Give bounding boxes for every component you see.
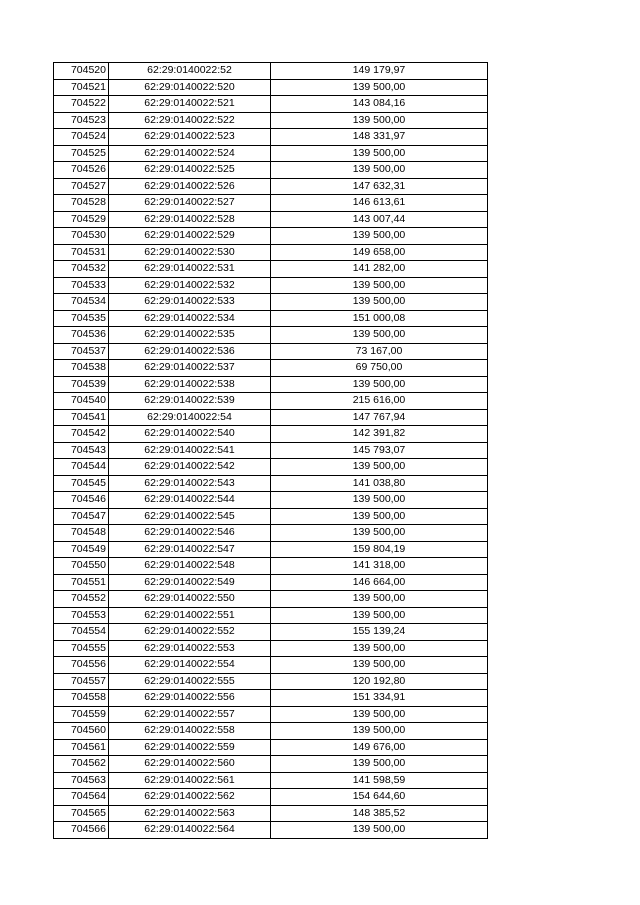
row-id-cell: 704532: [54, 261, 109, 278]
table-row: [54, 79, 488, 96]
value-cell: 139 500,00: [271, 756, 488, 773]
row-id-cell: 704523: [54, 112, 109, 129]
cadastral-number-cell: 62:29:0140022:563: [109, 805, 271, 822]
cadastral-number-cell: 62:29:0140022:527: [109, 195, 271, 212]
table-row: [54, 409, 488, 426]
table-row: [54, 162, 488, 179]
table-row: [54, 112, 488, 129]
cadastral-number-cell: 62:29:0140022:555: [109, 673, 271, 690]
table-row: [54, 343, 488, 360]
row-id-cell: 704528: [54, 195, 109, 212]
cadastral-number-cell: 62:29:0140022:538: [109, 376, 271, 393]
row-id-cell: 704549: [54, 541, 109, 558]
value-cell: 139 500,00: [271, 525, 488, 542]
table-row: [54, 294, 488, 311]
cadastral-number-cell: 62:29:0140022:533: [109, 294, 271, 311]
cadastral-number-cell: 62:29:0140022:542: [109, 459, 271, 476]
value-cell: 139 500,00: [271, 376, 488, 393]
cadastral-number-cell: 62:29:0140022:539: [109, 393, 271, 410]
row-id-cell: 704538: [54, 360, 109, 377]
table-row: [54, 558, 488, 575]
value-cell: 139 500,00: [271, 228, 488, 245]
value-cell: 139 500,00: [271, 706, 488, 723]
value-cell: 139 500,00: [271, 822, 488, 839]
table-row: [54, 525, 488, 542]
table-row: [54, 178, 488, 195]
row-id-cell: 704535: [54, 310, 109, 327]
value-cell: 139 500,00: [271, 640, 488, 657]
row-id-cell: 704520: [54, 63, 109, 80]
row-id-cell: 704521: [54, 79, 109, 96]
table-row: [54, 805, 488, 822]
cadastral-number-cell: 62:29:0140022:541: [109, 442, 271, 459]
row-id-cell: 704541: [54, 409, 109, 426]
row-id-cell: 704544: [54, 459, 109, 476]
table-body: [54, 63, 488, 839]
value-cell: 148 331,97: [271, 129, 488, 146]
cadastral-number-cell: 62:29:0140022:550: [109, 591, 271, 608]
table-row: [54, 195, 488, 212]
cadastral-number-cell: 62:29:0140022:535: [109, 327, 271, 344]
cadastral-number-cell: 62:29:0140022:546: [109, 525, 271, 542]
table-row: [54, 261, 488, 278]
value-cell: 69 750,00: [271, 360, 488, 377]
table-row: [54, 772, 488, 789]
cadastral-number-cell: 62:29:0140022:54: [109, 409, 271, 426]
table-row: [54, 96, 488, 113]
value-cell: 139 500,00: [271, 508, 488, 525]
cadastral-number-cell: 62:29:0140022:548: [109, 558, 271, 575]
row-id-cell: 704539: [54, 376, 109, 393]
row-id-cell: 704531: [54, 244, 109, 261]
table-row: [54, 541, 488, 558]
table-row: [54, 376, 488, 393]
cadastral-number-cell: 62:29:0140022:537: [109, 360, 271, 377]
table-row: [54, 277, 488, 294]
row-id-cell: 704522: [54, 96, 109, 113]
cadastral-number-cell: 62:29:0140022:526: [109, 178, 271, 195]
row-id-cell: 704551: [54, 574, 109, 591]
row-id-cell: 704540: [54, 393, 109, 410]
row-id-cell: 704534: [54, 294, 109, 311]
table-row: [54, 640, 488, 657]
cadastral-number-cell: 62:29:0140022:536: [109, 343, 271, 360]
value-cell: 151 000,08: [271, 310, 488, 327]
value-cell: 139 500,00: [271, 277, 488, 294]
value-cell: 151 334,91: [271, 690, 488, 707]
value-cell: 139 500,00: [271, 723, 488, 740]
cadastral-number-cell: 62:29:0140022:562: [109, 789, 271, 806]
row-id-cell: 704536: [54, 327, 109, 344]
cadastral-number-cell: 62:29:0140022:549: [109, 574, 271, 591]
cadastral-number-cell: 62:29:0140022:532: [109, 277, 271, 294]
table-row: [54, 244, 488, 261]
cadastral-number-cell: 62:29:0140022:530: [109, 244, 271, 261]
cadastral-number-cell: 62:29:0140022:534: [109, 310, 271, 327]
table-row: [54, 706, 488, 723]
table-row: [54, 657, 488, 674]
table-row: [54, 508, 488, 525]
cadastral-number-cell: 62:29:0140022:561: [109, 772, 271, 789]
table-row: [54, 211, 488, 228]
row-id-cell: 704560: [54, 723, 109, 740]
value-cell: 141 318,00: [271, 558, 488, 575]
value-cell: 139 500,00: [271, 492, 488, 509]
row-id-cell: 704527: [54, 178, 109, 195]
table-row: [54, 723, 488, 740]
cadastral-number-cell: 62:29:0140022:525: [109, 162, 271, 179]
value-cell: 148 385,52: [271, 805, 488, 822]
row-id-cell: 704543: [54, 442, 109, 459]
row-id-cell: 704553: [54, 607, 109, 624]
value-cell: 141 038,80: [271, 475, 488, 492]
table-row: [54, 739, 488, 756]
row-id-cell: 704526: [54, 162, 109, 179]
row-id-cell: 704561: [54, 739, 109, 756]
table-row: [54, 624, 488, 641]
cadastral-number-cell: 62:29:0140022:564: [109, 822, 271, 839]
cadastral-number-cell: 62:29:0140022:529: [109, 228, 271, 245]
cadastral-number-cell: 62:29:0140022:553: [109, 640, 271, 657]
row-id-cell: 704537: [54, 343, 109, 360]
table-row: [54, 393, 488, 410]
table-row: [54, 475, 488, 492]
value-cell: 139 500,00: [271, 459, 488, 476]
table-row: [54, 690, 488, 707]
row-id-cell: 704564: [54, 789, 109, 806]
cadastral-number-cell: 62:29:0140022:551: [109, 607, 271, 624]
row-id-cell: 704533: [54, 277, 109, 294]
table-row: [54, 145, 488, 162]
value-cell: 141 598,59: [271, 772, 488, 789]
cadastral-number-cell: 62:29:0140022:522: [109, 112, 271, 129]
row-id-cell: 704554: [54, 624, 109, 641]
cadastral-number-cell: 62:29:0140022:545: [109, 508, 271, 525]
value-cell: 155 139,24: [271, 624, 488, 641]
value-cell: 139 500,00: [271, 145, 488, 162]
cadastral-number-cell: 62:29:0140022:523: [109, 129, 271, 146]
table-row: [54, 591, 488, 608]
row-id-cell: 704550: [54, 558, 109, 575]
value-cell: 139 500,00: [271, 162, 488, 179]
cadastral-number-cell: 62:29:0140022:544: [109, 492, 271, 509]
row-id-cell: 704555: [54, 640, 109, 657]
value-cell: 139 500,00: [271, 112, 488, 129]
row-id-cell: 704547: [54, 508, 109, 525]
row-id-cell: 704524: [54, 129, 109, 146]
row-id-cell: 704566: [54, 822, 109, 839]
table-row: [54, 63, 488, 80]
row-id-cell: 704552: [54, 591, 109, 608]
cadastral-number-cell: 62:29:0140022:552: [109, 624, 271, 641]
table-row: [54, 492, 488, 509]
cadastral-number-cell: 62:29:0140022:540: [109, 426, 271, 443]
table-row: [54, 607, 488, 624]
value-cell: 149 676,00: [271, 739, 488, 756]
table-row: [54, 822, 488, 839]
value-cell: 146 664,00: [271, 574, 488, 591]
value-cell: 143 084,16: [271, 96, 488, 113]
value-cell: 141 282,00: [271, 261, 488, 278]
row-id-cell: 704546: [54, 492, 109, 509]
cadastral-number-cell: 62:29:0140022:531: [109, 261, 271, 278]
document-page: [53, 62, 488, 839]
table-row: [54, 360, 488, 377]
table-row: [54, 228, 488, 245]
value-cell: 159 804,19: [271, 541, 488, 558]
value-cell: 215 616,00: [271, 393, 488, 410]
cadastral-number-cell: 62:29:0140022:559: [109, 739, 271, 756]
row-id-cell: 704557: [54, 673, 109, 690]
table-row: [54, 673, 488, 690]
value-cell: 147 632,31: [271, 178, 488, 195]
value-cell: 145 793,07: [271, 442, 488, 459]
value-cell: 139 500,00: [271, 607, 488, 624]
row-id-cell: 704529: [54, 211, 109, 228]
value-cell: 139 500,00: [271, 591, 488, 608]
table-row: [54, 310, 488, 327]
cadastral-number-cell: 62:29:0140022:520: [109, 79, 271, 96]
row-id-cell: 704559: [54, 706, 109, 723]
row-id-cell: 704548: [54, 525, 109, 542]
cadastral-number-cell: 62:29:0140022:543: [109, 475, 271, 492]
cadastral-number-cell: 62:29:0140022:521: [109, 96, 271, 113]
row-id-cell: 704563: [54, 772, 109, 789]
cadastral-number-cell: 62:29:0140022:556: [109, 690, 271, 707]
cadastral-number-cell: 62:29:0140022:547: [109, 541, 271, 558]
table-row: [54, 327, 488, 344]
value-cell: 149 179,97: [271, 63, 488, 80]
row-id-cell: 704530: [54, 228, 109, 245]
value-cell: 147 767,94: [271, 409, 488, 426]
value-cell: 120 192,80: [271, 673, 488, 690]
value-cell: 139 500,00: [271, 294, 488, 311]
row-id-cell: 704545: [54, 475, 109, 492]
row-id-cell: 704565: [54, 805, 109, 822]
cadastral-number-cell: 62:29:0140022:557: [109, 706, 271, 723]
table-row: [54, 789, 488, 806]
row-id-cell: 704542: [54, 426, 109, 443]
value-cell: 139 500,00: [271, 79, 488, 96]
value-cell: 154 644,60: [271, 789, 488, 806]
cadastral-number-cell: 62:29:0140022:524: [109, 145, 271, 162]
cadastral-number-cell: 62:29:0140022:52: [109, 63, 271, 80]
table-row: [54, 426, 488, 443]
cadastral-number-cell: 62:29:0140022:528: [109, 211, 271, 228]
value-cell: 142 391,82: [271, 426, 488, 443]
value-cell: 139 500,00: [271, 657, 488, 674]
value-cell: 143 007,44: [271, 211, 488, 228]
row-id-cell: 704556: [54, 657, 109, 674]
table-row: [54, 129, 488, 146]
cadastral-number-cell: 62:29:0140022:560: [109, 756, 271, 773]
value-cell: 146 613,61: [271, 195, 488, 212]
value-cell: 149 658,00: [271, 244, 488, 261]
table-row: [54, 756, 488, 773]
row-id-cell: 704525: [54, 145, 109, 162]
table-row: [54, 459, 488, 476]
cadastral-value-table: [53, 62, 488, 839]
value-cell: 139 500,00: [271, 327, 488, 344]
cadastral-number-cell: 62:29:0140022:558: [109, 723, 271, 740]
row-id-cell: 704558: [54, 690, 109, 707]
row-id-cell: 704562: [54, 756, 109, 773]
value-cell: 73 167,00: [271, 343, 488, 360]
table-row: [54, 442, 488, 459]
cadastral-number-cell: 62:29:0140022:554: [109, 657, 271, 674]
table-row: [54, 574, 488, 591]
